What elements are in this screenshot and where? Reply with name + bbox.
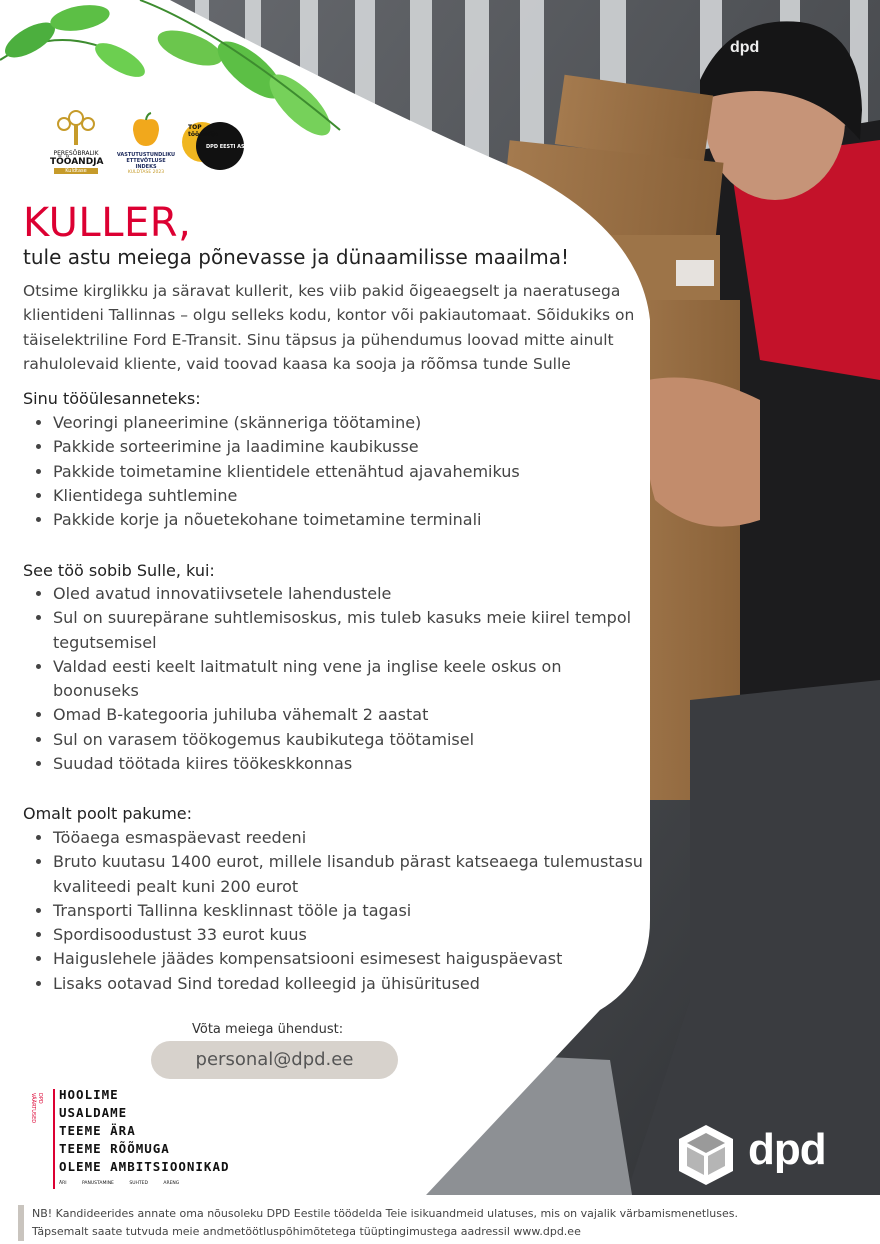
svg-text:dpd: dpd [730,39,760,56]
value-line: USALDAME [59,1105,128,1120]
tree-icon [53,108,99,146]
badge3-line3: DPD EESTI AS [206,144,245,150]
legend-item: ARENG [163,1181,180,1186]
list-item: • Tööaega esmaspäevast reedeni [53,826,643,850]
values-legend [59,1181,193,1186]
badge3-line2: tööandja [188,131,218,138]
badge1-line3: Kuldtase [54,168,98,174]
value-line: HOOLIME [59,1087,119,1102]
legend-item: PANUSTAMINE [81,1181,114,1186]
badge1-line2: TÖÖANDJA [50,157,104,167]
list-item: • Transporti Tallinna kesklinnast tööle ja tagasi [53,899,643,923]
list-item: • Pakkide toimetamine klientidele ettenähtud ajavahemikus [53,460,673,484]
intro-paragraph: Otsime kirglikku ja säravat kullerit, kes viib pakid õigeaegselt ja naeratusega klientideni Tallinnas – olgu selleks kodu, kontor või pakiautomaat. Sõidukiks on täiselektriline Ford E-Transit. Sinu täpsus ja pühendumus loovad mitte ainult rahulolevaid kliente, vaid toovad kaasa ka sooja ja rõõmsa tunde Sulle [23,282,635,373]
requirements-list [23,582,643,776]
list-item: • Veoringi planeerimine (skänneriga töötamine) [53,411,673,435]
badge2-line2: ETTEVÕTLUSE INDEKS [126,158,166,170]
value-line: OLEME AMBITSIOONIKAD [59,1159,230,1174]
list-item: • Sul on varasem töökogemus kaubikutega töötamisel [53,728,643,752]
badge2-line1: VASTUTUSTUNDLIKU [116,152,176,158]
tasks-list [23,411,673,532]
benefits-list [23,826,643,996]
apple-hands-icon [131,112,161,148]
values-divider [53,1089,55,1189]
list-item: • Spordisoodustust 33 eurot kuus [53,923,643,947]
subtitle: tule astu meiega põnevasse ja dünaamilisse maailma! [23,245,569,269]
dpd-wordmark: dpd [748,1125,826,1174]
legal-note [18,1205,868,1241]
section-title-tasks: Sinu tööülesanneteks: [23,389,201,408]
list-item: • Klientidega suhtlemine [53,484,673,508]
values-tag: DPD VÄÄRTUSED [30,1093,43,1124]
dpd-cube-icon [676,1123,736,1187]
list-item: • Pakkide sorteerimine ja laadimine kaubikusse [53,435,673,459]
note-bar [18,1205,24,1241]
badge1-line1: PERESÕBRALIK [53,150,99,157]
note-line2: Täpsemalt saate tutvuda meie andmetöötluspõhimõtetega tüüptingimustega aadressil www.dpd.ee [32,1225,581,1238]
legend-item: ÄRI [59,1181,67,1186]
note-line1: NB! Kandideerides annate oma nõusoleku DPD Eestile töödelda Teie isikuandmeid ulatuses, mis on vajalik värbamismenetluses. [32,1207,738,1220]
email-button[interactable]: personal@dpd.ee [151,1041,398,1079]
job-title: KULLER, [23,200,192,246]
list-item: • Lisaks ootavad Sind toredad kolleegid ja ühisüritused [53,972,643,996]
badge3-line1: TOP [188,124,202,131]
badge2-line3: KULDTASE 2023 [127,170,165,175]
list-item: • Suudad töötada kiires töökeskkonnas [53,752,643,776]
legend-item: SUHTED [129,1181,148,1186]
value-line: TEEME ÄRA [59,1123,136,1138]
list-item: • Haiguslehele jäädes kompensatsiooni esimesest haiguspäevast [53,947,643,971]
badge-responsibility-index [116,112,176,175]
list-item: • Sul on suurepärane suhtlemisoskus, mis tuleb kasuks meie kiirel tempol tegutsemisel [53,606,643,655]
list-item: • Oled avatud innovatiivsetele lahendustele [53,582,643,606]
contact-label: Võta meiega ühendust: [192,1022,344,1037]
value-line: TEEME RÕÕMUGA [59,1141,170,1156]
list-item: • Omad B-kategooria juhiluba vähemalt 2 aastat [53,703,643,727]
list-item: • Pakkide korje ja nõuetekohane toimetamine terminali [53,508,673,532]
list-item: • Bruto kuutasu 1400 eurot, millele lisandub pärast katseaega tulemustasu kvaliteedi pealt kuni 200 eurot [53,850,643,899]
list-item: • Valdad eesti keelt laitmatult ning vene ja inglise keele oskus on boonuseks [53,655,643,704]
badge-family-friendly [50,108,102,175]
note-text [32,1205,738,1241]
badge-top-employer [180,114,246,174]
section-title-benefits: Omalt poolt pakume: [23,804,193,823]
section-title-requirements: See töö sobib Sulle, kui: [23,561,215,580]
